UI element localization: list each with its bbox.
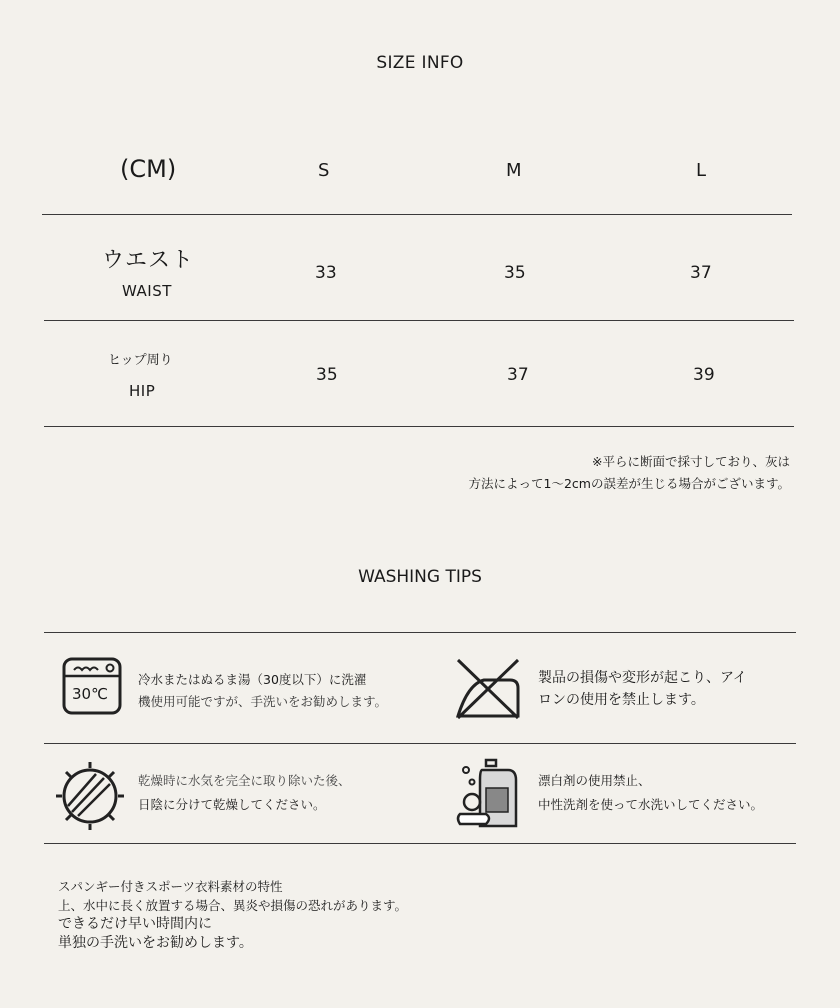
- tips-divider: [44, 743, 796, 744]
- tip-line: 中性洗剤を使って水洗いしてください。: [538, 797, 764, 812]
- table-divider: [44, 320, 794, 321]
- row-label-jp: ヒップ周り: [108, 353, 173, 368]
- no-ironing-icon: [452, 656, 524, 722]
- measurement-note: [469, 451, 790, 495]
- tips-divider: [44, 632, 796, 633]
- care-line: できるだけ早い時間内に: [58, 916, 212, 932]
- tip-line: 漂白剤の使用禁止、: [538, 773, 651, 788]
- washing-tips-title: WASHING TIPS: [358, 567, 482, 587]
- tip-text: [138, 669, 387, 713]
- note-line: ※平らに断面で採寸しており、灰は: [592, 454, 790, 469]
- value-cell: 33: [315, 263, 337, 283]
- tips-divider: [44, 843, 796, 844]
- note-line: 方法によって1～2cmの誤差が生じる場合がございます。: [468, 476, 790, 491]
- value-cell: 35: [316, 365, 338, 385]
- column-header-m: M: [506, 160, 522, 181]
- value-cell: 37: [507, 365, 529, 385]
- care-line: 上、水中に長く放置する場合、異炎や損傷の恐れがあります。: [58, 898, 408, 913]
- size-info-title: SIZE INFO: [376, 53, 464, 73]
- table-divider: [42, 214, 792, 215]
- row-label-jp: ウエスト: [102, 248, 195, 273]
- tip-line: ロンの使用を禁止します。: [538, 692, 705, 708]
- value-cell: 35: [504, 263, 526, 283]
- row-label-en: WAIST: [122, 282, 172, 300]
- value-cell: 37: [690, 263, 712, 283]
- unit-label: (CM): [120, 155, 177, 183]
- wash-temperature-label: 30℃: [72, 685, 108, 703]
- care-line: スパンギー付きスポーツ衣料素材の特性: [58, 879, 283, 894]
- tip-line: 製品の損傷や変形が起こり、アイ: [538, 670, 747, 686]
- value-cell: 39: [693, 365, 715, 385]
- table-divider: [44, 426, 794, 427]
- tip-line: 冷水またはぬるま湯（30度以下）に洗濯: [138, 672, 367, 687]
- care-line: 単独の手洗いをお勧めします。: [58, 935, 253, 951]
- tip-text: [138, 770, 351, 816]
- tip-line: 機使用可能ですが、手洗いをお勧めします。: [138, 694, 388, 709]
- tip-line: 乾燥時に水気を完全に取り除いた後、: [138, 773, 351, 788]
- shade-dry-icon: [54, 760, 126, 832]
- tip-text: [538, 770, 763, 816]
- tip-line: 日陰に分けて乾燥してください。: [138, 797, 326, 812]
- column-header-l: L: [696, 160, 707, 181]
- detergent-bottle-icon: [452, 756, 524, 832]
- row-label-en: HIP: [129, 382, 156, 400]
- column-header-s: S: [318, 160, 330, 181]
- care-warning: [58, 877, 407, 953]
- tip-text: [538, 667, 747, 711]
